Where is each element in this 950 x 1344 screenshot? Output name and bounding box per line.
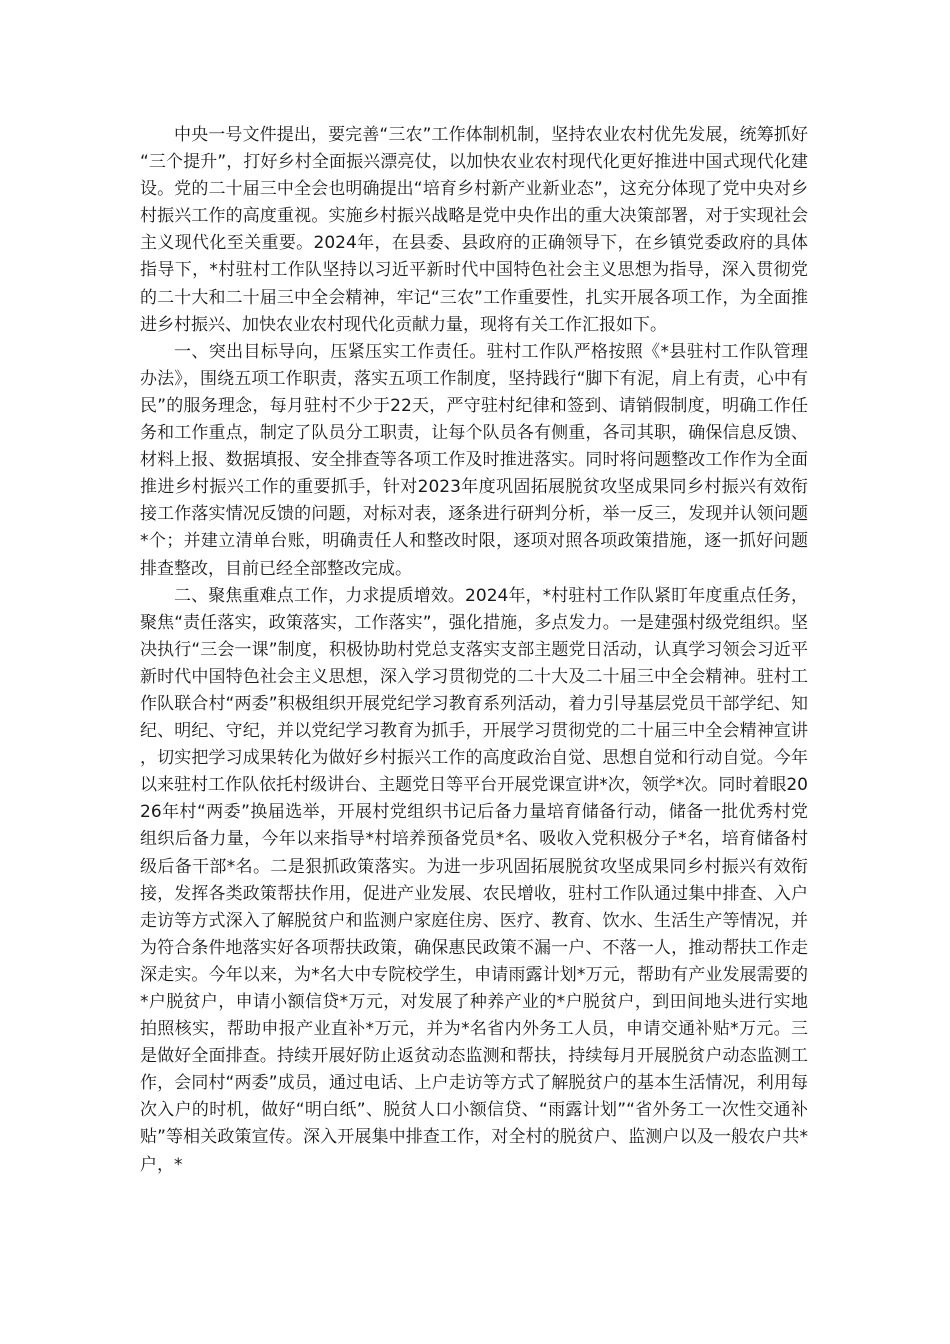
paragraph-intro: 中央一号文件提出，要完善“三农”工作体制机制，坚持农业农村优先发展，统筹抓好“三个提升”，打好乡村全面振兴漂亮仗，以加快农业农村现代化更好推进中国式现代化建设。党的二十届三中全会也明确提出“培育乡村新产业新业态”，这充分体现了党中央对乡村振兴工作的高度重视。实施乡村振兴战略是党中央作出的重大决策部署，对于实现社会主义现代化至关重要。2024年，在县委、县政府的正确领导下，在乡镇党委政府的具体指导下，*村驻村工作队坚持以习近平新时代中国特色社会主义思想为指导，深入贯彻党的二十大和二十届三中全会精神，牢记“三农”工作重要性，扎实开展各项工作，为全面推进乡村振兴、加快农业农村现代化贡献力量，现将有关工作汇报如下。 [140,125,808,335]
document-page [140,122,808,1179]
paragraph-section-one: 一、突出目标导向，压紧压实工作责任。驻村工作队严格按照《*县驻村工作队管理办法》，围绕五项工作职责，落实五项工作制度，坚持践行“脚下有泥，肩上有责，心中有民”的服务理念，每月驻村不少于22天，严守驻村纪律和签到、请销假制度，明确工作任务和工作重点，制定了队员分工职责，让每个队员各有侧重，各司其职，确保信息反馈、材料上报、数据填报、安全排查等各项工作及时推进落实。同时将问题整改工作作为全面推进乡村振兴工作的重要抓手，针对2023年度巩固拓展脱贫攻坚成果同乡村振兴有效衔接工作落实情况反馈的问题，对标对表，逐条进行研判分析，举一反三，发现并认领问题*个；并建立清单台账，明确责任人和整改时限，逐项对照各项政策措施，逐一抓好问题排查整改，目前已经全部整改完成。 [140,341,808,579]
paragraph-section-two: 二、聚焦重难点工作，力求提质增效。2024年，*村驻村工作队紧盯年度重点任务，聚焦“责任落实，政策落实，工作落实”，强化措施，多点发力。一是建强村级党组织。坚决执行“三会一课”制度，积极协助村党总支落实支部主题党日活动，认真学习领会习近平新时代中国特色社会主义思想，深入学习贯彻党的二十大及二十届三中全会精神。驻村工作队联合村“两委”积极组织开展党纪学习教育系列活动，着力引导基层党员干部学纪、知纪、明纪、守纪，并以党纪学习教育为抓手，开展学习贯彻党的二十届三中全会精神宣讲，切实把学习成果转化为做好乡村振兴工作的高度政治自觉、思想自觉和行动自觉。今年以来驻村工作队依托村级讲台、主题党日等平台开展党课宣讲*次，领学*次。同时着眼2026年村“两委”换届选举，开展村党组织书记后备力量培育储备行动，储备一批优秀村党组织后备力量，今年以来指导*村培养预备党员*名、吸收入党积极分子*名，培育储备村级后备干部*名。二是狠抓政策落实。为进一步巩固拓展脱贫攻坚成果同乡村振兴有效衔接，发挥各类政策帮扶作用，促进产业发展、农民增收，驻村工作队通过集中排查、入户走访等方式深入了解脱贫户和监测户家庭住房、医疗、教育、饮水、生活生产等情况，并为符合条件地落实好各项帮扶政策，确保惠民政策不漏一户、不落一人，推动帮扶工作走深走实。今年以来，为*名大中专院校学生，申请雨露计划*万元，帮助有产业发展需要的*户脱贫户，申请小额信贷*万元，对发展了种养产业的*户脱贫户，到田间地头进行实地拍照核实，帮助申报产业直补*万元，并为*名省内外务工人员，申请交通补贴*万元。三是做好全面排查。持续开展好防止返贫动态监测和帮扶，持续每月开展脱贫户动态监测工作，会同村“两委”成员，通过电话、上户走访等方式了解脱贫户的基本生活情况，利用每次入户的时机，做好“明白纸”、脱贫人口小额信贷、“雨露计划”“省外务工一次性交通补贴”等相关政策宣传。深入开展集中排查工作，对全村的脱贫户、监测户以及一般农户共*户，* [140,585,808,1175]
